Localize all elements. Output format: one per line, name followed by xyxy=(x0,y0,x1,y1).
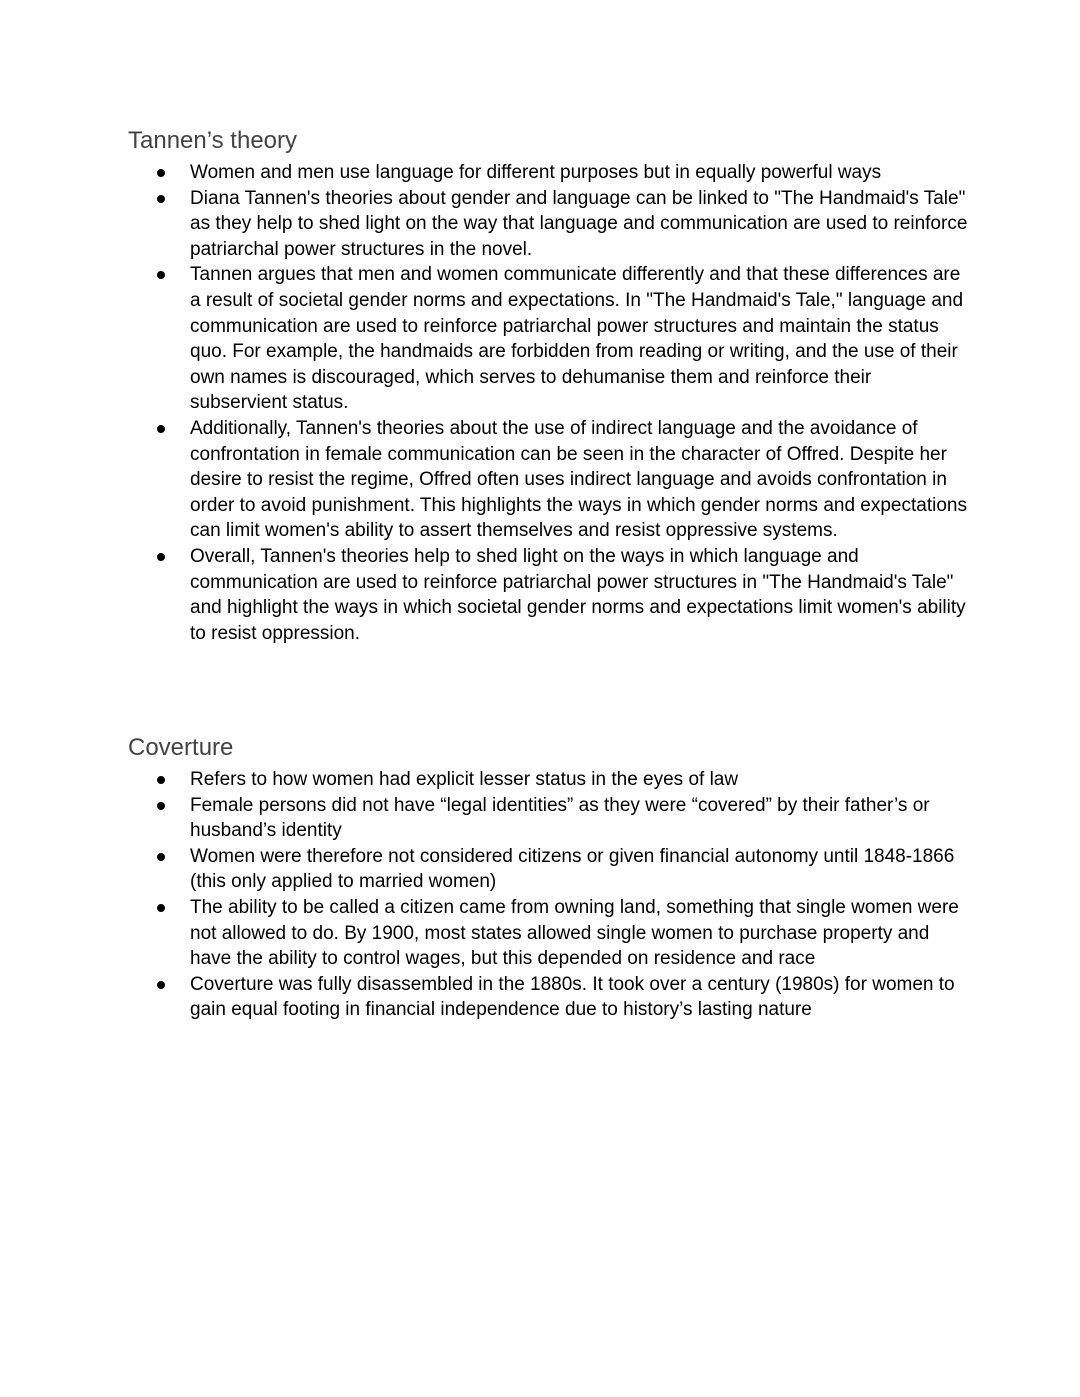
list-item-text: Coverture was fully disassembled in the 1880s. It took over a century (1980s) for women to gain equal footing in financial independence due to history’s lasting nature xyxy=(190,973,955,1021)
list-item xyxy=(128,262,968,416)
list-item-text: Overall, Tannen's theories help to shed light on the ways in which language and communication are used to reinforce patriarchal power structures in "The Handmaid's Tale" and highlight the ways in which societal gender norms and expectations limit women's ability to resist oppression. xyxy=(190,545,966,644)
list-item xyxy=(128,895,968,972)
bullet-icon xyxy=(157,853,165,861)
bullet-icon xyxy=(157,981,165,989)
list-item xyxy=(128,767,968,793)
list-item-text: Female persons did not have “legal identities” as they were “covered” by their father’s or husband’s identity xyxy=(190,794,930,842)
list-item-text: Women and men use language for different purposes but in equally powerful ways xyxy=(190,162,882,183)
list-item-text: Refers to how women had explicit lesser status in the eyes of law xyxy=(190,769,739,790)
list-item-text: Diana Tannen's theories about gender and language can be linked to "The Handmaid's Tale" as they help to shed light on the way that language and communication are used to reinforce patriarchal power structures in the novel. xyxy=(190,187,968,260)
list-item-text: The ability to be called a citizen came from owning land, something that single women were not allowed to do. By 1900, most states allowed single women to purchase property and have the ability to control wages, but this depended on residence and race xyxy=(190,896,959,970)
bullet-icon xyxy=(157,802,165,810)
list-item-text: Additionally, Tannen's theories about the use of indirect language and the avoidance of confrontation in female communication can be seen in the character of Offred. Despite her desire to resist the regime, Offred often uses indirect language and avoids confrontation in order to avoid punishment. This highlights the ways in which gender norms and expectations can limit women's ability to assert themselves and resist oppressive systems. xyxy=(190,417,967,542)
bullet-list xyxy=(128,767,968,1023)
list-item xyxy=(128,416,968,544)
bullet-icon xyxy=(157,271,165,279)
list-item xyxy=(128,160,968,186)
section-heading: Coverture xyxy=(128,734,234,761)
bullet-icon xyxy=(157,195,165,203)
section-tannens-theory xyxy=(128,124,968,646)
list-item-text: Women were therefore not considered citizens or given financial autonomy until 1848-1866 (this only applied to married women) xyxy=(190,845,955,893)
list-item xyxy=(128,186,968,263)
bullet-list xyxy=(128,160,968,646)
list-item-text: Tannen argues that men and women communicate differently and that these differences are a result of societal gender norms and expectations. In "The Handmaid's Tale," language and communication are used to reinforce patriarchal power structures and maintain the status quo. For example, the handmaids are forbidden from reading or writing, and the use of their own names is discouraged, which serves to dehumanise them and reinforce their subservient status. xyxy=(190,264,964,414)
bullet-icon xyxy=(157,553,165,561)
bullet-icon xyxy=(157,425,165,433)
list-item xyxy=(128,844,968,895)
bullet-icon xyxy=(157,776,165,784)
list-item xyxy=(128,972,968,1023)
list-item xyxy=(128,544,968,646)
bullet-icon xyxy=(157,904,165,912)
section-heading: Tannen’s theory xyxy=(128,127,298,154)
section-coverture xyxy=(128,731,968,1023)
bullet-icon xyxy=(157,169,165,177)
list-item xyxy=(128,793,968,844)
